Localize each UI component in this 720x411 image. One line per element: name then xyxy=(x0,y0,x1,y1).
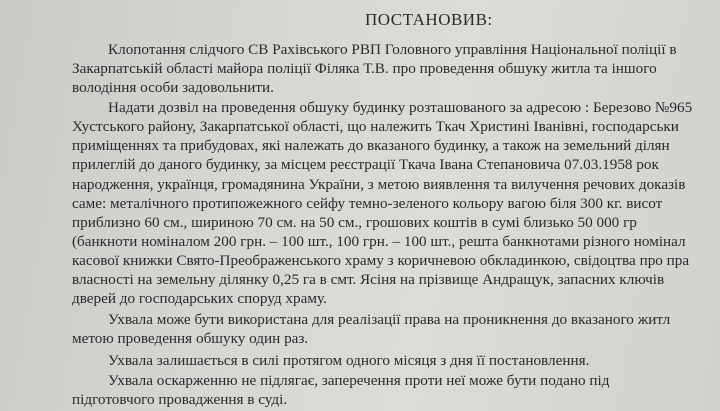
text-line: саме: металічного протипожежного сейфу темно-зеленого кольору вагою біля 300 кг. висот xyxy=(72,195,663,212)
text-line: Хустського району, Закарпатської області, що належить Ткач Христині Іванівні, господарськи xyxy=(72,118,679,135)
text-line: дверей до господарських споруд храму. xyxy=(72,290,327,307)
text-line: Клопотання слідчого СВ Рахівського РВП Головного управління Національної поліції в xyxy=(108,41,677,58)
text-line: народження, українця, громадянина України, з метою виявлення та вилучення речових доказів xyxy=(72,176,686,193)
text-line: Ухвала може бути використана для реалізації права на проникнення до вказаного житл xyxy=(108,311,671,328)
text-line: метою проведення обшуку один раз. xyxy=(72,330,309,347)
text-line: Ухвала оскарженню не підлягає, заперечення проти неї може бути подано під xyxy=(108,372,610,389)
text-line: касової книжки Свято-Преображенського храму з коричневою обкладинкою, свідоцтва про пра xyxy=(72,252,690,269)
text-line: Надати дозвіл на проведення обшуку будинку розташованого за адресою : Березово №965 xyxy=(108,99,693,116)
text-line: Ухвала залишається в силі протягом одного місяця з дня її постановлення. xyxy=(108,352,590,369)
text-line: прилеглій до даного будинку, за місцем реєстрації Ткача Івана Степановича 07.03.1958 рок xyxy=(72,156,659,173)
text-line: (банкноти номіналом 200 грн. – 100 шт., 100 грн. – 100 шт., решта банкнотами різного номінал xyxy=(72,233,686,250)
text-line: Закарпатській області майора поліції Філяка Т.В. про проведення обшуку житла та іншого xyxy=(72,60,657,77)
text-line: приміщеннях та прибудовах, які належать до вказаного будинку, а також на земельний ділян xyxy=(72,137,670,154)
resolution-heading: ПОСТАНОВИВ: xyxy=(365,10,493,29)
text-line: підготовчого провадження в суді. xyxy=(72,391,288,408)
text-line: володіння особи задовольнити. xyxy=(72,79,274,96)
text-line: власності на земельну ділянку 0,25 га в смт. Ясіня на прізвище Андращук, запасних ключів xyxy=(72,271,665,288)
text-line: приблизно 60 см., шириною 70 см. на 50 см., грошових коштів в сумі близько 50 000 гр xyxy=(72,214,637,231)
